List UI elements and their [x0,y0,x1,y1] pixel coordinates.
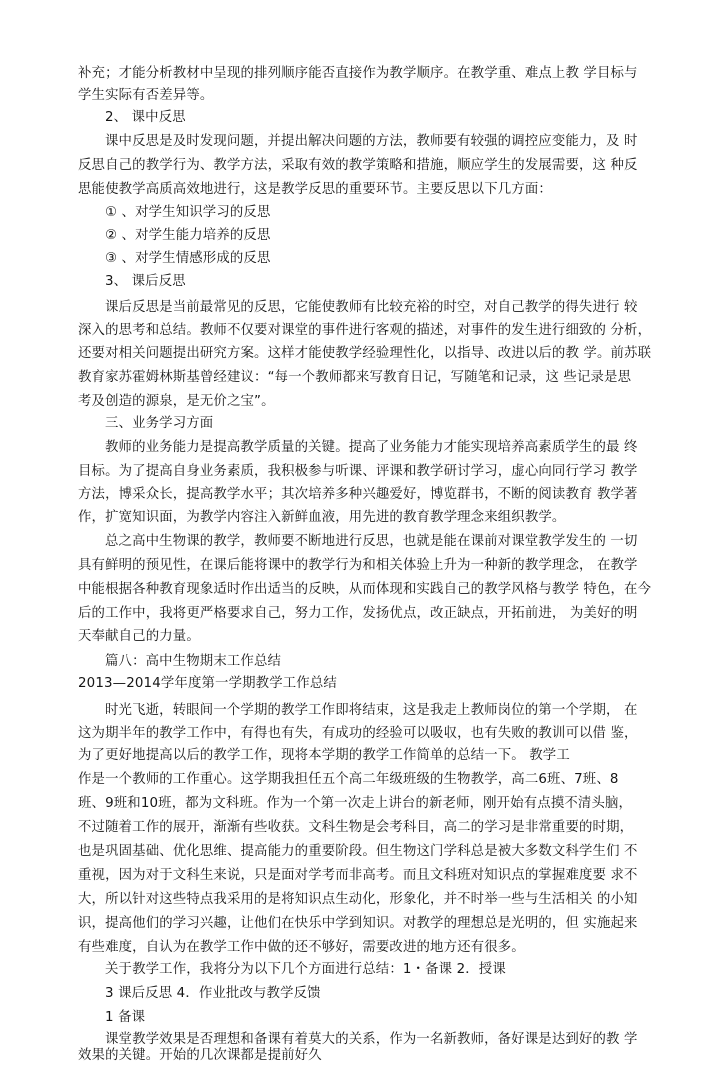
text-line: 具有鲜明的预见性，在课后能将课中的教学行为和相关体验上升为一种新的教学理念， 在教学 [78,558,638,573]
text-line: 大，所以针对这些特点我采用的是将知识点生动化，形象化，并不时举一些与生活相关 的小知 [78,892,638,907]
text-line: 也是巩固基础、优化思维、提高能力的重要阶段。但生物这门学科总是被大多数文科学生们 不 [78,844,638,859]
text-line: 时光飞逝，转眼间一个学期的教学工作即将结束，这是我走上教师岗位的第一个学期， 在 [105,703,638,718]
text-line: 效果的关键。开始的几次课都是提前好久 [78,1048,322,1063]
text-line: 考及创造的源泉，是无价之宝”。 [78,394,275,409]
text-line: 课后反思是当前最常见的反思，它能使教师有比较充裕的时空，对自己教学的得失进行 较 [105,300,638,315]
text-line: 目标。为了提高自身业务素质，我积极参与听课、评课和教学研讨学习，虚心向同行学习 教学 [78,464,638,479]
text-line: 关于教学工作，我将分为以下几个方面进行总结：1・备课 2．授课 [105,962,506,977]
list-item: ③ 、对学生情感形成的反思 [105,251,271,266]
text-line: 思能使教学高质高效地进行，这是教学反思的重要环节。主要反思以下几方面： [78,182,552,197]
text-line: 识，提高他们的学习兴趣，让他们在快乐中学到知识。对教学的理想总是光明的，但 实施起来 [78,916,638,931]
text-line: 不过随着工作的展开，渐渐有些收获。文科生物是会考科目，高二的学习是非常重要的时期， [78,820,634,835]
text-line: 课堂教学效果是否理想和备课有着莫大的关系，作为一名新教师，备好课是达到好的教 学 [105,1032,638,1047]
text-line: 3 课后反思 4．作业批改与教学反馈 [105,986,321,1001]
text-line: 还要对相关问题提出研究方案。这样才能使教学经验理性化，以指导、改进以后的教 学。前苏联 [78,346,652,361]
text-line: 补充；才能分析教材中呈现的排列顺序能否直接作为教学顺序。在教学重、难点上教 学目标与 [78,66,638,81]
section-heading: 三、业务学习方面 [105,416,214,431]
text-line: 作是一个教师的工作重心。这学期我担任五个高二年级班级的生物教学，高二6班、7班、8 [78,772,619,787]
section-heading: 1 备课 [105,1010,146,1025]
text-line: 教师的业务能力是提高教学质量的关键。提高了业务能力才能实现培养高素质学生的最 终 [105,440,638,455]
text-line: 这为期半年的教学工作中，有得也有失，有成功的经验可以吸収，也有失败的教训可以借 鉴， [78,726,638,741]
section-heading: 2、 课中反思 [105,110,186,125]
text-line: 有些难度，自认为在教学工作中做的还不够好，需要改进的地方还有很多。 [78,940,525,955]
text-line: 学生实际有否差异等。 [78,88,214,103]
text-line: 课中反思是及时发现问题，并提出解决问题的方法，教师要有较强的调控应变能力，及 时 [105,134,638,149]
text-line: 中能根据各种教育现象适时作出适当的反映，从而体现和实践自己的教学风格与教学 特色，在今 [78,582,652,597]
text-line: 方法，博采众长，提高教学水平；其次培养多种兴趣爱好，博览群书，不断的阅读教育 教学著 [78,487,638,502]
text-line: 深入的思考和总结。教师不仅要对课堂的事件进行客观的描述，对事件的发生进行细致的 分析， [78,323,652,338]
text-line: 班、9班和10班，都为文科班。作为一个第一次走上讲台的新老师，刚开始有点摸不清头脑， [78,796,633,811]
text-line: 教育家苏霍姆林斯基曾经建议：“每一个教师都来写教育日记，写随笔和记录，这 些记录是思 [78,370,632,385]
text-line: 作，扩宽知识面，为教学内容注入新鲜血液，用先进的教育教学理念来组织教学。 [78,510,566,525]
list-item: ② 、对学生能力培养的反思 [105,228,271,243]
text-line: 总之高中生物课的教学，教师要不断地进行反思，也就是能在课前对课堂教学发生的 一切 [105,534,638,549]
text-line: 后的工作中，我将更严格要求自己，努力工作，发扬优点，改正缺点，开拓前进， 为美好的明 [78,606,638,621]
text-line: 为了更好地提高以后的教学工作，现将本学期的教学工作简单的总结一下。 教学工 [78,748,570,763]
chapter-heading: 篇八：高中生物期末工作总结 [105,654,282,669]
text-line: 天奉献自己的力量。 [78,629,200,644]
text-line: 重视，因为对于文科生来说，只是面对学考而非高考。而且文科班对知识点的掌握难度要 求不 [78,868,638,883]
list-item: ① 、对学生知识学习的反思 [105,205,271,220]
section-heading: 3、 课后反思 [105,274,186,289]
text-line: 反思自己的教学行为、教学方法，采取有效的教学策略和措施，顺应学生的发展需要，这 种反 [78,158,638,173]
document-title: 2013—2014学年度第一学期教学工作总结 [78,676,337,691]
